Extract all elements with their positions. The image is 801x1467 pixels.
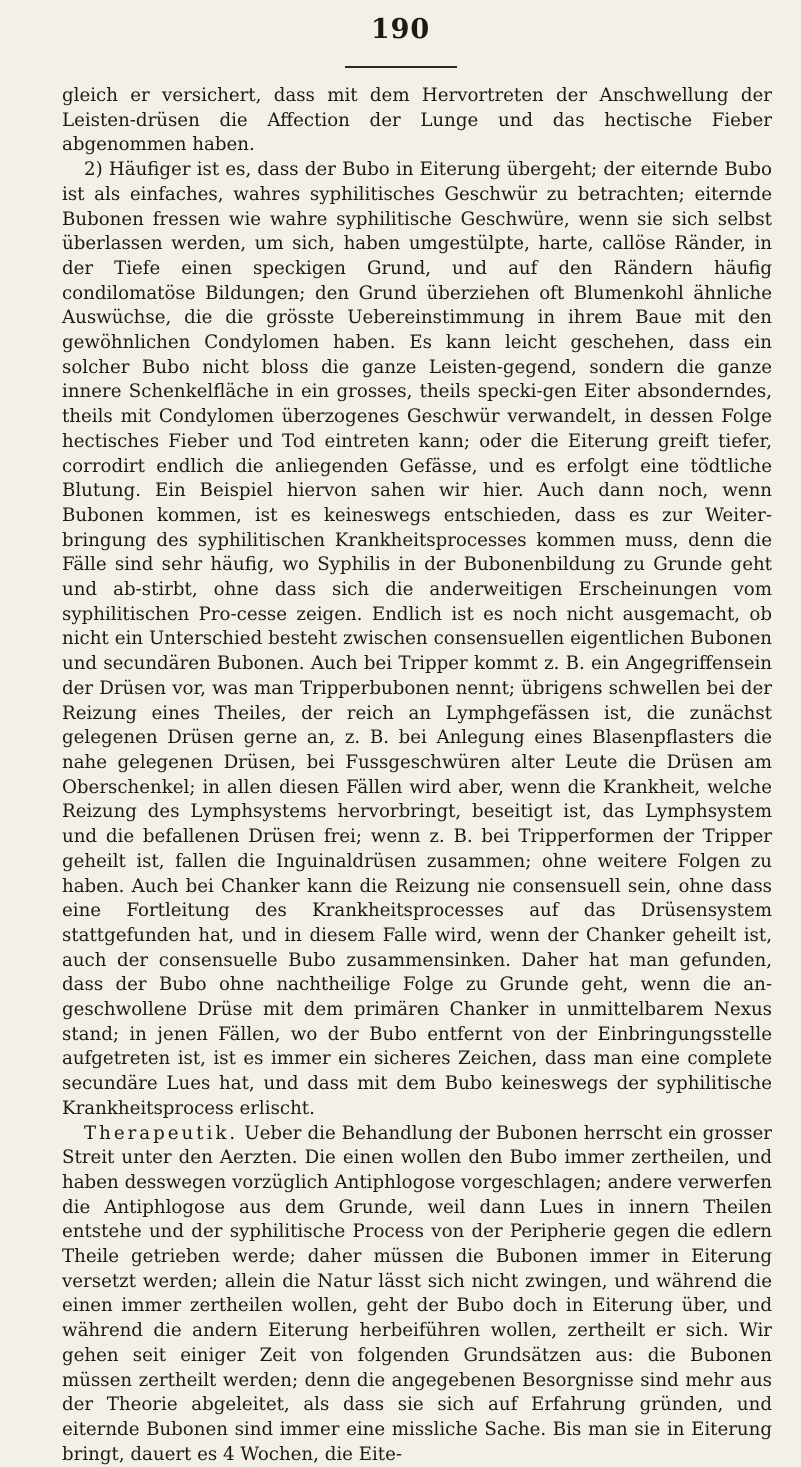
- header-rule: [345, 66, 457, 68]
- body-text: [62, 84, 772, 1467]
- therapy-text: Ueber die Behandlung der Bubonen herrscht ein grosser Streit unter den Aerzten. Die einen wollen den Bubo immer zertheilen, und haben desswegen vorzüglich Antiphlogose vorgeschlagen; andere verwerfen die Antiphlogose aus dem Grunde, weil dann Lues in innern Theilen entstehe und der syphilitische Process von der Peripherie gegen die edlern Theile getrieben werde; daher müssen die Bubonen immer in Eiterung versetzt werden; allein die Natur lässt sich nicht zwingen, und während die einen immer zertheilen wollen, geht der Bubo doch in Eiterung über, und während die andern Eiterung herbeiführen wollen, zertheilt er sich. Wir gehen seit einiger Zeit von folgenden Grundsätzen aus: die Bubonen müssen zertheilt werden; denn die angegebenen Besorgnisse sind mehr aus der Theorie abgeleitet, als dass sie sich auf Erfahrung gründen, und eiternde Bubonen sind immer eine missliche Sache. Bis man sie in Eiterung bringt, dauert es 4 Wochen, die Eite-: [62, 1122, 772, 1465]
- therapy-heading: Therapeutik.: [84, 1122, 239, 1144]
- paragraph-continuation: gleich er versichert, dass mit dem Hervortreten der Anschwellung der Leisten-drüsen die Affection der Lunge und das hectische Fieber abgenommen haben.: [62, 85, 772, 156]
- page-number: 190: [370, 14, 431, 45]
- paragraph-therapy: [62, 1122, 772, 1467]
- paragraph-suppuration: 2) Häufiger ist es, dass der Bubo in Eiterung übergeht; der eiternde Bubo ist als einfaches, wahres syphilitisches Geschwür zu betrachten; eiternde Bubonen fressen wie wahre syphilitische Geschwüre, wenn sie sich selbst überlassen werden, um sich, haben umgestülpte, harte, callöse Ränder, in der Tiefe einen speckigen Grund, und auf den Rändern häufig condilomatöse Bildungen; den Grund überziehen oft Blumenkohl ähnliche Auswüchse, die die grösste Uebereinstimmung in ihrem Baue mit den gewöhnlichen Condylomen haben. Es kann leicht geschehen, dass ein solcher Bubo nicht bloss die ganze Leisten-gegend, sondern die ganze innere Schenkelfläche in ein grosses, theils specki-gen Eiter absonderndes, theils mit Condylomen überzogenes Geschwür verwandelt, in dessen Folge hectisches Fieber und Tod eintreten kann; oder die Eiterung greift tiefer, corrodirt endlich die anliegenden Gefässe, und es erfolgt eine tödtliche Blutung. Ein Beispiel hiervon sahen wir hier. Auch dann noch, wenn Bubonen kommen, ist es keineswegs entschieden, dass es zur Weiter-bringung des syphilitischen Krankheitsprocesses kommen muss, denn die Fälle sind sehr häufig, wo Syphilis in der Bubonenbildung zu Grunde geht und ab-stirbt, ohne dass sich die anderweitigen Erscheinungen vom syphilitischen Pro-cesse zeigen. Endlich ist es noch nicht ausgemacht, ob nicht ein Unterschied besteht zwischen consensuellen eigentlichen Bubonen und secundären Bubonen. Auch bei Tripper kommt z. B. ein Angegriffensein der Drüsen vor, was man Tripperbubonen nennt; übrigens schwellen bei der Reizung eines Theiles, der reich an Lymphgefässen ist, die zunächst gelegenen Drüsen gerne an, z. B. bei Anlegung eines Blasenpflasters die nahe gelegenen Drüsen, bei Fussgeschwüren alter Leute die Drüsen am Oberschenkel; in allen diesen Fällen wird aber, wenn die Krankheit, welche Reizung des Lymphsystems hervorbringt, beseitigt ist, das Lymphsystem und die befallenen Drüsen frei; wenn z. B. bei Tripperformen der Tripper geheilt ist, fallen die Inguinaldrüsen zusammen; ohne weitere Folgen zu haben. Auch bei Chanker kann die Reizung nie consensuell sein, ohne dass eine Fortleitung des Krankheitsprocesses auf das Drüsensystem stattgefunden hat, und in diesem Falle wird, wenn der Chanker geheilt ist, auch der consensuelle Bubo zusammensinken. Daher hat man gefunden, dass der Bubo ohne nachtheilige Folge zu Grunde geht, wenn die an-geschwollene Drüse mit dem primären Chanker in unmittelbarem Nexus stand; in jenen Fällen, wo der Bubo entfernt von der Einbringungsstelle aufgetreten ist, ist es immer ein sicheres Zeichen, dass man eine complete secundäre Lues hat, und dass mit dem Bubo keineswegs der syphilitische Krankheitsprocess erlischt.: [62, 159, 772, 1119]
